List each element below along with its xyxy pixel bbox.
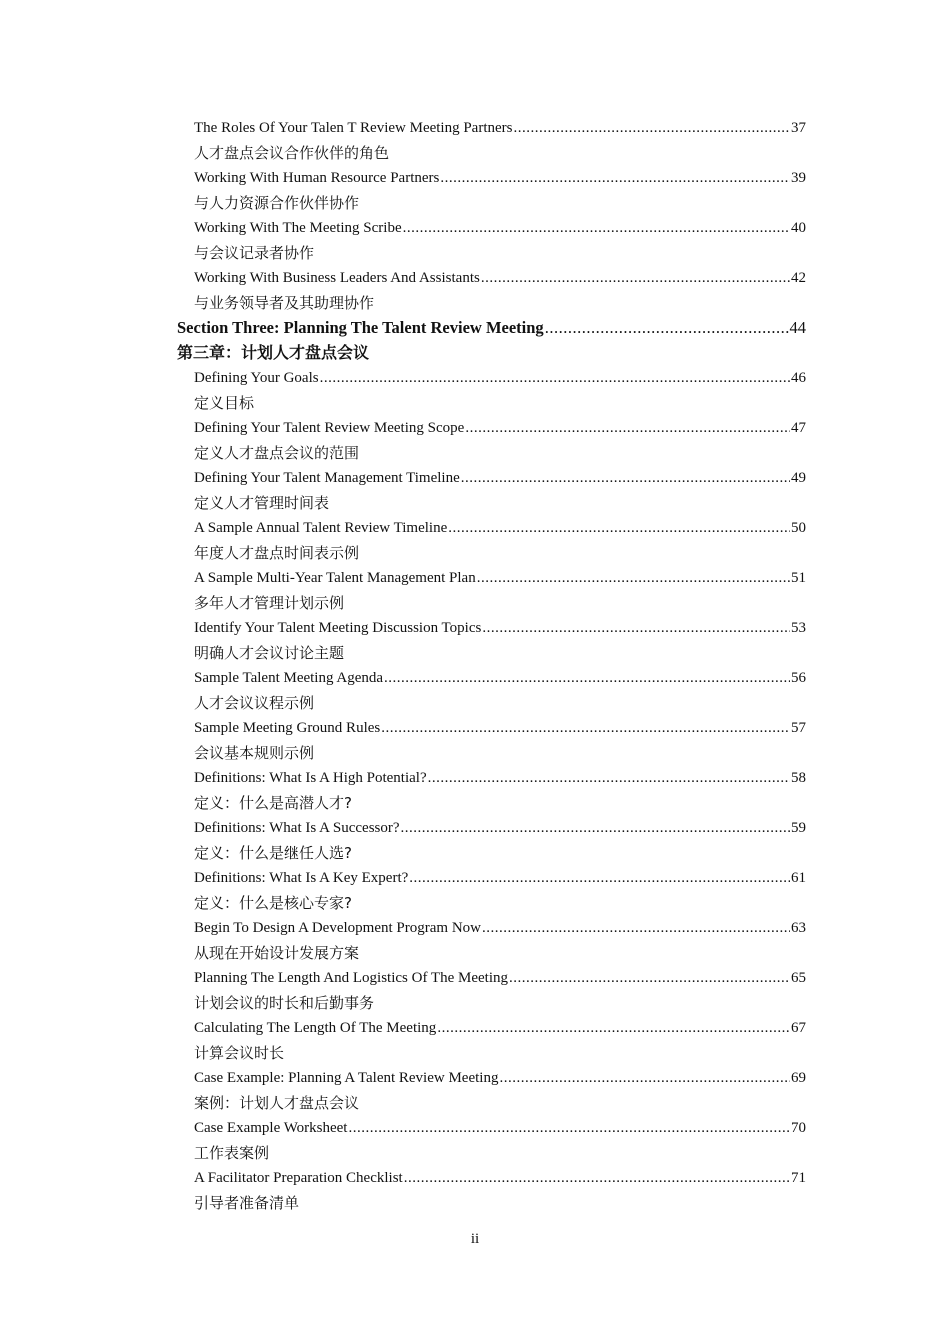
toc-entry-title: Planning The Length And Logistics Of The Meeting <box>194 970 508 986</box>
dot-leader <box>381 718 790 738</box>
toc-entry[interactable] <box>0 616 950 641</box>
toc-entry-page: 37 <box>791 120 806 136</box>
toc-entry[interactable] <box>0 116 950 141</box>
dot-leader <box>401 818 790 838</box>
dot-leader <box>465 418 790 438</box>
dot-leader <box>384 668 790 688</box>
toc-entry-line[interactable] <box>177 318 806 338</box>
toc-entry-translation: 案例：计划人才盘点会议 <box>194 1094 360 1112</box>
toc-entry[interactable] <box>0 916 950 941</box>
toc-entry-title: A Sample Annual Talent Review Timeline <box>194 520 448 536</box>
toc-entry-title: Section Three: Planning The Talent Review Meeting <box>177 318 544 337</box>
toc-entry-page: 59 <box>791 820 806 836</box>
toc-entry-line[interactable] <box>194 168 806 188</box>
toc-entry-title: Defining Your Goals <box>194 370 319 386</box>
toc-section-entry[interactable] <box>0 316 950 341</box>
dot-leader <box>437 1018 790 1038</box>
page-number: ii <box>470 1231 480 1247</box>
toc-entry-page: 71 <box>791 1170 806 1186</box>
toc-entry-translation: 多年人才管理计划示例 <box>194 594 345 612</box>
toc-entry-title: The Roles Of Your Talen T Review Meeting Partners <box>194 120 513 136</box>
toc-entry-translation: 定义：什么是继任人选? <box>194 844 352 862</box>
toc-entry-translation: 第三章：计划人才盘点会议 <box>177 343 370 362</box>
toc-entry-translation: 工作表案例 <box>194 1144 270 1162</box>
toc-entry[interactable] <box>0 1116 950 1141</box>
toc-entry-page: 47 <box>791 420 806 436</box>
toc-entry-line[interactable] <box>194 818 806 838</box>
toc-entry[interactable] <box>0 816 950 841</box>
dot-leader <box>404 1168 790 1188</box>
toc-entry-title: Calculating The Length Of The Meeting <box>194 1020 437 1036</box>
toc-entry[interactable] <box>0 1066 950 1091</box>
toc-entry-line[interactable] <box>194 768 806 788</box>
toc-entry-line[interactable] <box>194 1168 806 1188</box>
toc-entry-page: 39 <box>791 170 806 186</box>
toc-entry-translation: 引导者准备清单 <box>194 1194 300 1212</box>
toc-entry-translation: 计算会议时长 <box>194 1044 285 1062</box>
toc-entry[interactable] <box>0 266 950 291</box>
toc-entry-line[interactable] <box>194 668 806 688</box>
toc-entry[interactable] <box>0 216 950 241</box>
toc-entry-line[interactable] <box>194 918 806 938</box>
toc-entry-line[interactable] <box>194 468 806 488</box>
toc-entry-title: Working With The Meeting Scribe <box>194 220 402 236</box>
toc-entry[interactable] <box>0 516 950 541</box>
toc-entry-line[interactable] <box>194 118 806 138</box>
toc-entry-line[interactable] <box>194 568 806 588</box>
toc-entry[interactable] <box>0 166 950 191</box>
dot-leader <box>482 918 790 938</box>
toc-entry-translation: 人才盘点会议合作伙伴的角色 <box>194 144 390 162</box>
toc-entry-translation: 定义：什么是高潜人才? <box>194 794 352 812</box>
toc-entry-title: Definitions: What Is A Key Expert? <box>194 870 409 886</box>
toc-entry-translation: 与会议记录者协作 <box>194 244 315 262</box>
toc-entry-line[interactable] <box>194 268 806 288</box>
toc-entry[interactable] <box>0 716 950 741</box>
toc-entry-page: 44 <box>789 318 806 337</box>
toc-entry-translation: 从现在开始设计发展方案 <box>194 944 360 962</box>
dot-leader <box>545 318 789 338</box>
toc-entry-translation: 计划会议的时长和后勤事务 <box>194 994 375 1012</box>
toc-entry-line[interactable] <box>194 418 806 438</box>
dot-leader <box>481 268 790 288</box>
dot-leader <box>448 518 790 538</box>
toc-entry-line[interactable] <box>194 518 806 538</box>
toc-entry-page: 56 <box>791 670 806 686</box>
toc-entry-title: Definitions: What Is A Successor? <box>194 820 400 836</box>
toc-entry-title: A Facilitator Preparation Checklist <box>194 1170 403 1186</box>
toc-entry-page: 40 <box>791 220 806 236</box>
toc-entry-translation: 年度人才盘点时间表示例 <box>194 544 360 562</box>
toc-entry[interactable] <box>0 666 950 691</box>
dot-leader <box>482 618 790 638</box>
toc-entry-page: 69 <box>791 1070 806 1086</box>
toc-entry-title: Case Example: Planning A Talent Review Meeting <box>194 1070 499 1086</box>
toc-entry-line[interactable] <box>194 368 806 388</box>
toc-entry[interactable] <box>0 966 950 991</box>
dot-leader <box>348 1118 790 1138</box>
toc-entry-line[interactable] <box>194 868 806 888</box>
toc-entry-page: 65 <box>791 970 806 986</box>
toc-entry[interactable] <box>0 866 950 891</box>
toc-entry[interactable] <box>0 566 950 591</box>
toc-entry-page: 49 <box>791 470 806 486</box>
toc-entry-page: 51 <box>791 570 806 586</box>
toc-entry[interactable] <box>0 1016 950 1041</box>
toc-entry-page: 63 <box>791 920 806 936</box>
dot-leader <box>428 768 790 788</box>
toc-entry-page: 58 <box>791 770 806 786</box>
toc-entry-title: Sample Meeting Ground Rules <box>194 720 381 736</box>
dot-leader <box>509 968 790 988</box>
toc-entry-title: Definitions: What Is A High Potential? <box>194 770 427 786</box>
dot-leader <box>514 118 791 138</box>
toc-entry-title: Begin To Design A Development Program Now <box>194 920 481 936</box>
toc-entry-translation: 定义目标 <box>194 394 255 412</box>
toc-entry-line[interactable] <box>194 218 806 238</box>
dot-leader <box>403 218 790 238</box>
toc-entry-translation: 定义：什么是核心专家? <box>194 894 352 912</box>
table-of-contents <box>0 116 950 1216</box>
toc-entry-title: Identify Your Talent Meeting Discussion Topics <box>194 620 482 636</box>
toc-entry-title: Sample Talent Meeting Agenda <box>194 670 384 686</box>
toc-entry-translation: 与业务领导者及其助理协作 <box>194 294 375 312</box>
toc-entry-page: 67 <box>791 1020 806 1036</box>
toc-entry-translation: 与人力资源合作伙伴协作 <box>194 194 360 212</box>
toc-entry-page: 42 <box>791 270 806 286</box>
dot-leader <box>499 1068 790 1088</box>
dot-leader <box>461 468 790 488</box>
toc-entry-page: 50 <box>791 520 806 536</box>
toc-entry-title: Working With Human Resource Partners <box>194 170 440 186</box>
toc-entry[interactable] <box>0 466 950 491</box>
toc-entry-line[interactable] <box>194 618 806 638</box>
toc-entry[interactable] <box>0 366 950 391</box>
toc-entry-line[interactable] <box>194 968 806 988</box>
toc-entry-translation: 人才会议议程示例 <box>194 694 315 712</box>
toc-entry-line[interactable] <box>194 718 806 738</box>
toc-entry-title: A Sample Multi-Year Talent Management Plan <box>194 570 476 586</box>
toc-entry-line[interactable] <box>194 1068 806 1088</box>
toc-entry-title: Defining Your Talent Management Timeline <box>194 470 460 486</box>
toc-entry-translation: 明确人才会议讨论主题 <box>194 644 345 662</box>
toc-entry[interactable] <box>0 766 950 791</box>
dot-leader <box>320 368 790 388</box>
toc-entry-line[interactable] <box>194 1118 806 1138</box>
toc-entry-title: Case Example Worksheet <box>194 1120 348 1136</box>
toc-entry-translation: 定义人才管理时间表 <box>194 494 330 512</box>
toc-entry-page: 53 <box>791 620 806 636</box>
toc-entry-page: 61 <box>791 870 806 886</box>
toc-entry-title: Working With Business Leaders And Assistants <box>194 270 480 286</box>
toc-entry-page: 70 <box>791 1120 806 1136</box>
toc-entry-translation: 定义人才盘点会议的范围 <box>194 444 360 462</box>
dot-leader <box>440 168 790 188</box>
toc-entry-page: 46 <box>791 370 806 386</box>
dot-leader <box>477 568 790 588</box>
dot-leader <box>409 868 790 888</box>
toc-entry-line[interactable] <box>194 1018 806 1038</box>
toc-entry-page: 57 <box>791 720 806 736</box>
toc-entry-translation: 会议基本规则示例 <box>194 744 315 762</box>
toc-entry[interactable] <box>0 1166 950 1191</box>
toc-entry[interactable] <box>0 416 950 441</box>
toc-entry-title: Defining Your Talent Review Meeting Scope <box>194 420 465 436</box>
